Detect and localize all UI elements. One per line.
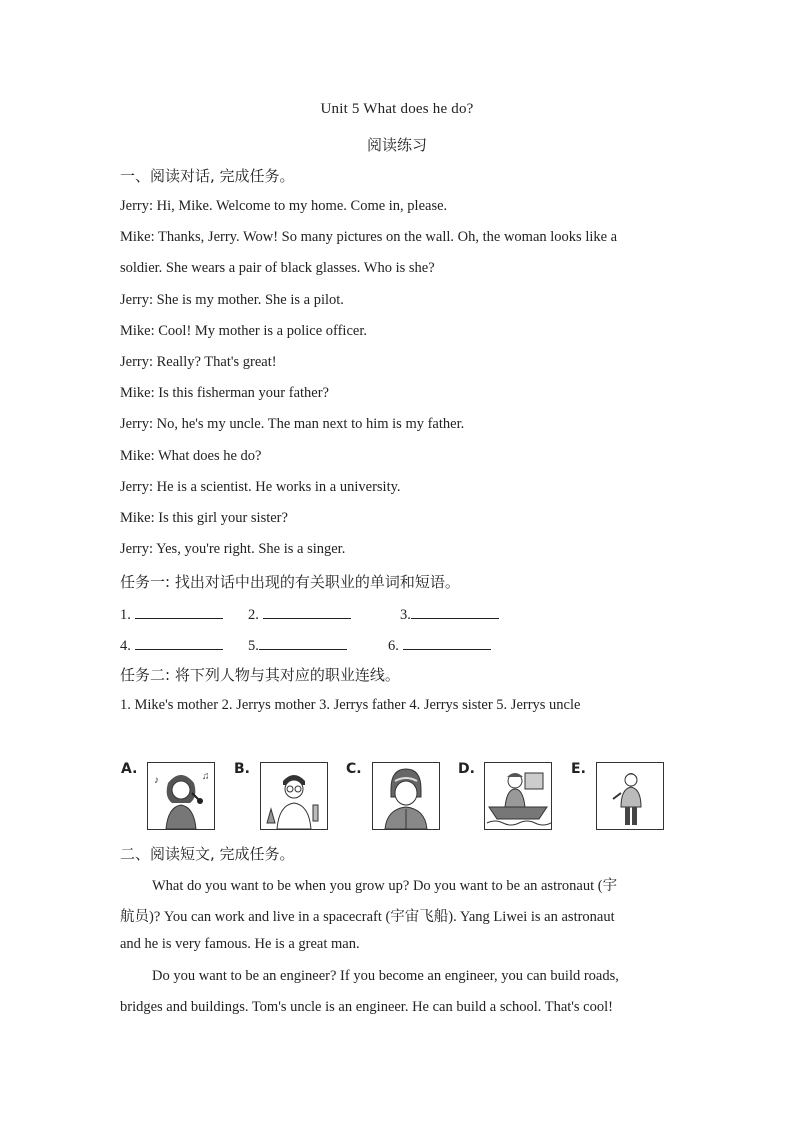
- pilot-icon: [373, 763, 439, 829]
- fisherman-icon: [485, 763, 551, 829]
- picture-label-e: E.: [571, 761, 586, 777]
- dialogue-line: Mike: Is this fisherman your father?: [120, 385, 329, 401]
- people-list: 1. Mike's mother 2. Jerrys mother 3. Jerrys father 4. Jerrys sister 5. Jerrys uncle: [120, 697, 581, 713]
- answer-blank-6[interactable]: 6.: [388, 635, 491, 655]
- svg-text:♪: ♪: [154, 775, 159, 786]
- answer-blank-5[interactable]: 5.: [248, 635, 347, 655]
- dialogue-line: soldier. She wears a pair of black glasses. Who is she?: [120, 260, 435, 276]
- answer-blank-2[interactable]: 2.: [248, 604, 351, 624]
- passage-line: 航员)? You can work and live in a spacecraft (宇宙飞船). Yang Liwei is an astronaut: [120, 909, 615, 925]
- passage-line: Do you want to be an engineer? If you become an engineer, you can build roads,: [152, 968, 619, 984]
- answer-blank-3[interactable]: 3.: [400, 604, 499, 624]
- page-title: Unit 5 What does he do?: [320, 101, 474, 117]
- dialogue-line: Mike: Is this girl your sister?: [120, 510, 288, 526]
- dialogue-line: Mike: Thanks, Jerry. Wow! So many pictures on the wall. Oh, the woman looks like a: [120, 229, 618, 245]
- dialogue-line: Mike: Cool! My mother is a police officer.: [120, 323, 367, 339]
- dialogue-line: Jerry: Really? That's great!: [120, 354, 277, 370]
- svg-text:♫: ♫: [202, 771, 210, 782]
- section2-heading: 二、阅读短文, 完成任务。: [120, 845, 295, 863]
- police-officer-picture[interactable]: [596, 762, 664, 830]
- picture-label-b: B.: [234, 761, 250, 777]
- picture-label-a: A.: [121, 761, 138, 777]
- dialogue-line: Jerry: She is my mother. She is a pilot.: [120, 292, 344, 308]
- dialogue-line: Jerry: Yes, you're right. She is a singer.: [120, 541, 346, 557]
- picture-label-d: D.: [458, 761, 475, 777]
- pilot-picture[interactable]: [372, 762, 440, 830]
- singer-icon: [148, 763, 214, 829]
- dialogue-line: Mike: What does he do?: [120, 448, 262, 464]
- dialogue-line: Jerry: No, he's my uncle. The man next to him is my father.: [120, 416, 465, 432]
- passage-line: What do you want to be when you grow up? Do you want to be an astronaut (宇: [152, 878, 618, 894]
- task1-heading: 任务一: 找出对话中出现的有关职业的单词和短语。: [120, 573, 460, 591]
- passage-line: and he is very famous. He is a great man.: [120, 936, 360, 952]
- scientist-picture[interactable]: [260, 762, 328, 830]
- section1-heading: 一、阅读对话, 完成任务。: [120, 167, 295, 185]
- picture-label-c: C.: [346, 761, 362, 777]
- answer-blank-4[interactable]: 4.: [120, 635, 223, 655]
- task2-heading: 任务二: 将下列人物与其对应的职业连线。: [120, 666, 400, 684]
- dialogue-line: Jerry: He is a scientist. He works in a university.: [120, 479, 401, 495]
- singer-picture[interactable]: [147, 762, 215, 830]
- fisherman-picture[interactable]: [484, 762, 552, 830]
- answer-blank-1[interactable]: 1.: [120, 604, 223, 624]
- scientist-icon: [261, 763, 327, 829]
- passage-line: bridges and buildings. Tom's uncle is an engineer. He can build a school. That's cool!: [120, 999, 613, 1015]
- police-officer-icon: [597, 763, 663, 829]
- dialogue-line: Jerry: Hi, Mike. Welcome to my home. Come in, please.: [120, 198, 448, 214]
- page-subtitle: 阅读练习: [366, 136, 427, 154]
